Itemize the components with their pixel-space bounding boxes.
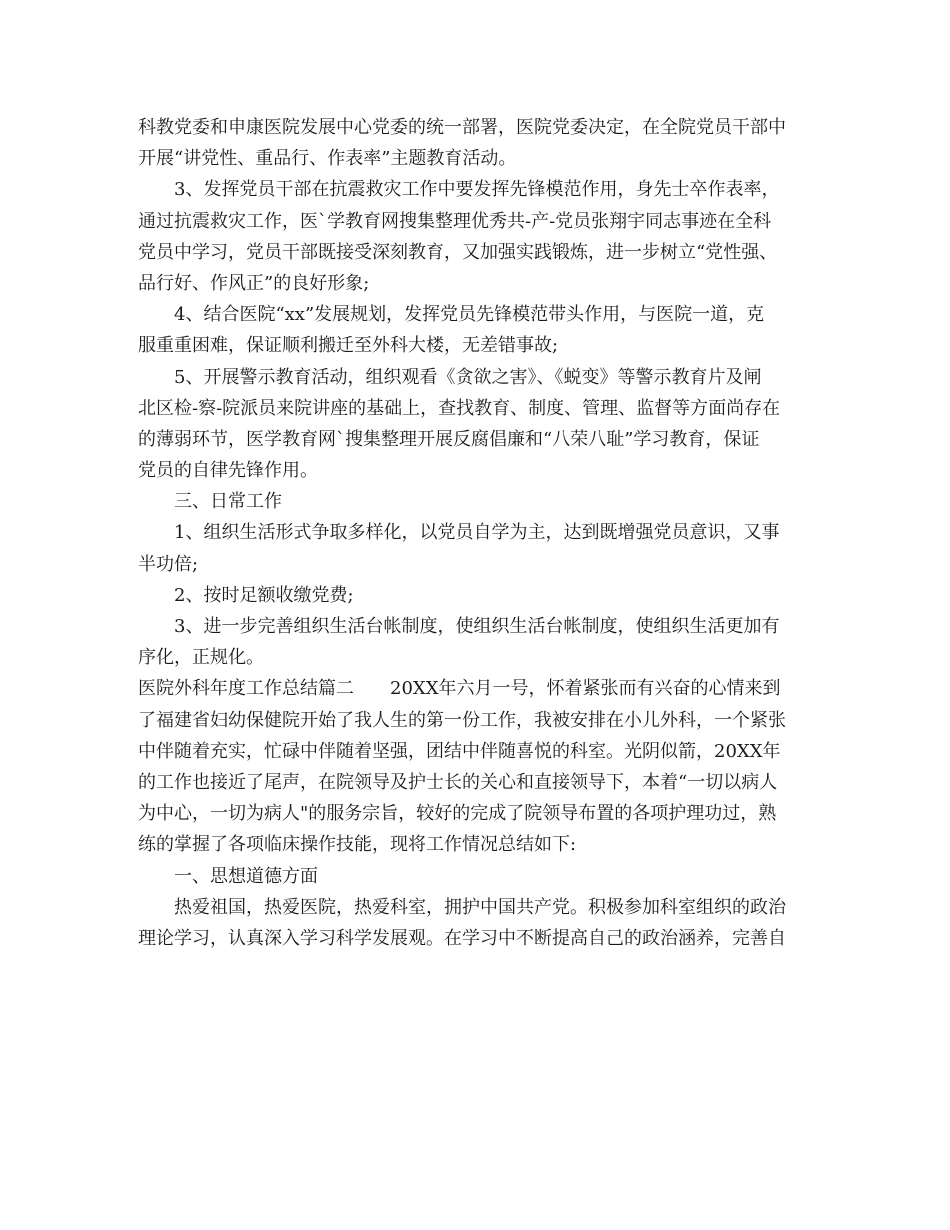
text-line: 品行好、作风正”的良好形象; [138, 272, 370, 294]
text-line: 科教党委和申康医院发展中心党委的统一部署，医院党委决定，在全院党员干部中 [138, 117, 786, 138]
text-line: 4、结合医院“xx”发展规划，发挥党员先锋模范带头作用，与医院一道，克 [174, 304, 765, 326]
text-line: 通过抗震救灾工作，医`学教育网搜集整理优秀共-产-党员张翔宇同志事迹在全科 [138, 210, 772, 232]
text-line: 2、按时足额收缴党费; [174, 584, 354, 606]
text-line: 北区检-察-院派员来院讲座的基础上，查找教育、制度、管理、监督等方面尚存在 [138, 397, 781, 419]
text-line: 半功倍; [138, 553, 199, 575]
text-line: 序化，正规化。 [138, 647, 264, 669]
text-line: 3、进一步完善组织生活台帐制度，使组织生活台帐制度，使组织生活更加有 [174, 616, 780, 637]
text-line: 了福建省妇幼保健院开始了我人生的第一份工作，我被安排在小儿外科，一个紧张 [138, 709, 786, 731]
text-line: 的薄弱环节，医学教育网`搜集整理开展反腐倡廉和“八荣八耻”学习教育，保证 [138, 428, 760, 450]
text-line: 党员的自律先锋作用。 [138, 460, 318, 482]
text-line: 医院外科年度工作总结篇二 20XX年六月一号，怀着紧张而有兴奋的心情来到 [138, 678, 781, 700]
text-line: 1、组织生活形式争取多样化，以党员自学为主，达到既增强党员意识，又事 [174, 522, 780, 544]
text-line: 为中心，一切为病人"的服务宗旨，较好的完成了院领导布置的各项护理功过，熟 [138, 803, 777, 825]
text-line: 热爱祖国，热爱医院，热爱科室，拥护中国共产党。积极参加科室组织的政治 [174, 896, 786, 918]
text-line: 5、开展警示教育活动，组织观看《贪欲之害》、《蜕变》等警示教育片及闸 [174, 366, 762, 388]
text-line: 三、日常工作 [174, 491, 282, 513]
text-line: 党员中学习，党员干部既接受深刻教育，又加强实践锻炼，进一步树立“党性强、 [138, 241, 778, 263]
text-line: 3、发挥党员干部在抗震救灾工作中要发挥先锋模范作用，身先士卒作表率， [174, 179, 780, 201]
text-line: 开展“讲党性、重品行、作表率”主题教育活动。 [138, 148, 517, 170]
text-line: 练的掌握了各项临床操作技能，现将工作情况总结如下: [138, 834, 577, 856]
text-line: 一、思想道德方面 [174, 865, 318, 887]
document-body [138, 112, 818, 954]
text-line: 的工作也接近了尾声，在院领导及护士长的关心和直接领导下，本着“一切以病人 [138, 771, 778, 793]
text-line: 理论学习，认真深入学习科学发展观。在学习中不断提高自己的政治涵养，完善自 [138, 927, 786, 949]
text-line: 服重重困难，保证顺利搬迁至外科大楼，无差错事故; [138, 335, 559, 357]
text-line: 中伴随着充实，忙碌中伴随着坚强，团结中伴随喜悦的科室。光阴似箭，20XX年 [138, 740, 781, 762]
